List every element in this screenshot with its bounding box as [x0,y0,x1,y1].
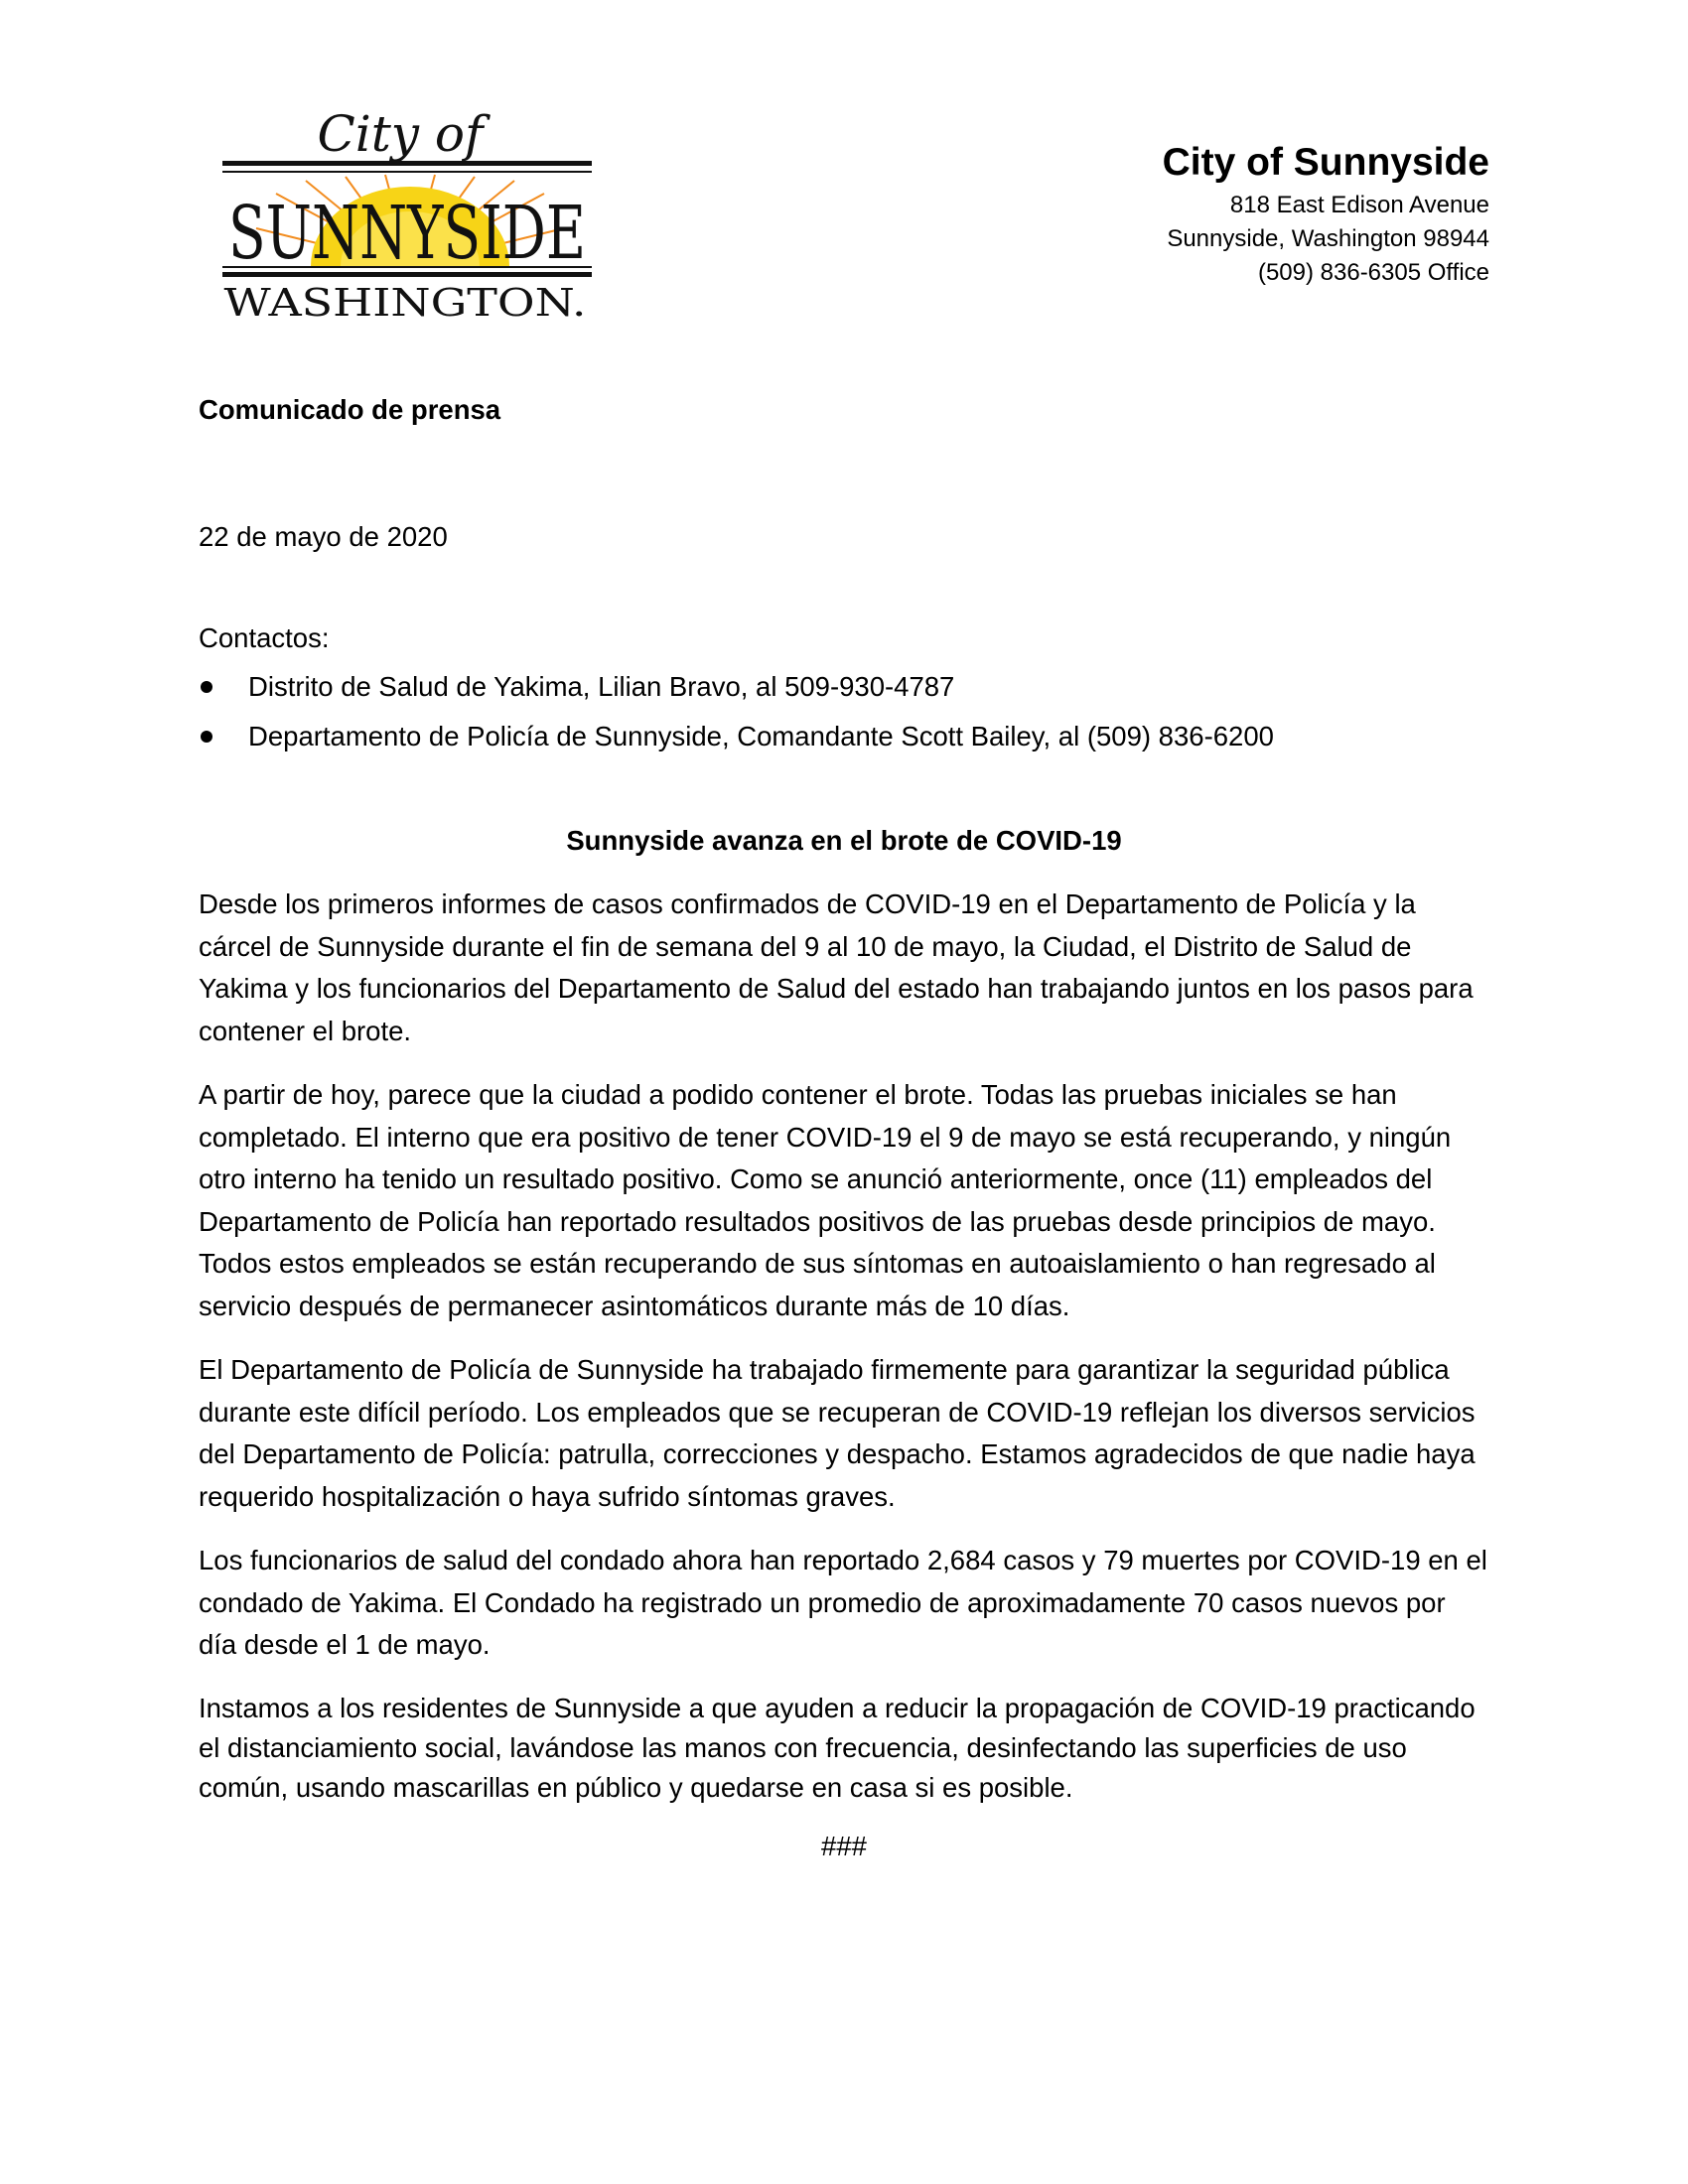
contacts-list [199,666,1489,758]
paragraph: Los funcionarios de salud del condado ahora han reportado 2,684 casos y 79 muertes por COVID-19 en el condado de Yakima. El Condado ha registrado un promedio de aproximadamente 70 casos nuevos por día desde el 1 de mayo. [199,1545,1487,1660]
org-address-line2: Sunnyside, Washington 98944 [1167,225,1489,252]
end-mark: ### [821,1830,867,1861]
bullet-icon [201,731,212,743]
release-date: 22 de mayo de 2020 [199,520,448,552]
logo-line1: City of [317,105,484,163]
release-label: Comunicado de prensa [199,394,501,425]
org-contact-block [1163,137,1489,290]
city-logo [216,99,604,328]
org-name: City of Sunnyside [1162,141,1489,184]
bullet-icon [201,681,212,693]
contact-text: Departamento de Policía de Sunnyside, Comandante Scott Bailey, al (509) 836-6200 [248,721,1274,751]
paragraph: A partir de hoy, parece que la ciudad a podido contener el brote. Todas las pruebas iniciales se han completado. El interno que era positivo de tener COVID-19 el 9 de mayo se está recuperando, y ningún otro interno ha tenido un resultado positivo. Como se anunció anteriormente, once (11) empleados del Departamento de Policía han reportado resultados positivos de las pruebas desde principios de mayo. Todos estos empleados se están recuperando de sus síntomas en autoaislamiento o han regresado al servicio después de permanecer asintomáticos durante más de 10 días. [199,1079,1452,1321]
logo-line3: WASHINGTON. [223,281,587,325]
paragraph: Desde los primeros informes de casos confirmados de COVID-19 en el Departamento de Policía y la cárcel de Sunnyside durante el fin de semana del 9 al 10 de mayo, la Ciudad, el Distrito de Salud de Yakima y los funcionarios del Departamento de Salud del estado han trabajando juntos en los pasos para contener el brote. [199,888,1474,1046]
list-item [199,666,1489,709]
headline: Sunnyside avanza en el brote de COVID-19 [566,824,1122,856]
paragraph: El Departamento de Policía de Sunnyside ha trabajado firmemente para garantizar la seguridad pública durante este difícil período. Los empleados que se recuperan de COVID-19 reflejan los diversos servicios del Departamento de Policía: patrulla, correcciones y despacho. Estamos agradecidos de que nadie haya requerido hospitalización o haya sufrido síntomas graves. [199,1354,1476,1512]
contact-text: Distrito de Salud de Yakima, Lilian Bravo, al 509-930-4787 [248,670,955,702]
sun-logo-graphic [216,99,604,328]
contacts-label: Contactos: [199,622,330,653]
org-address-line1: 818 East Edison Avenue [1229,192,1489,218]
release-content [199,389,1489,1867]
logo-line2: SUNNYSIDE [228,191,586,276]
paragraph: Instamos a los residentes de Sunnyside a que ayuden a reducir la propagación de COVID-19 practicando el distanciamiento social, lavándose las manos con frecuencia, desinfectando las superficies de uso común, usando mascarillas en público y quedarse en casa si es posible. [199,1692,1476,1803]
org-phone: (509) 836-6305 Office [1257,259,1489,286]
list-item [199,716,1489,758]
